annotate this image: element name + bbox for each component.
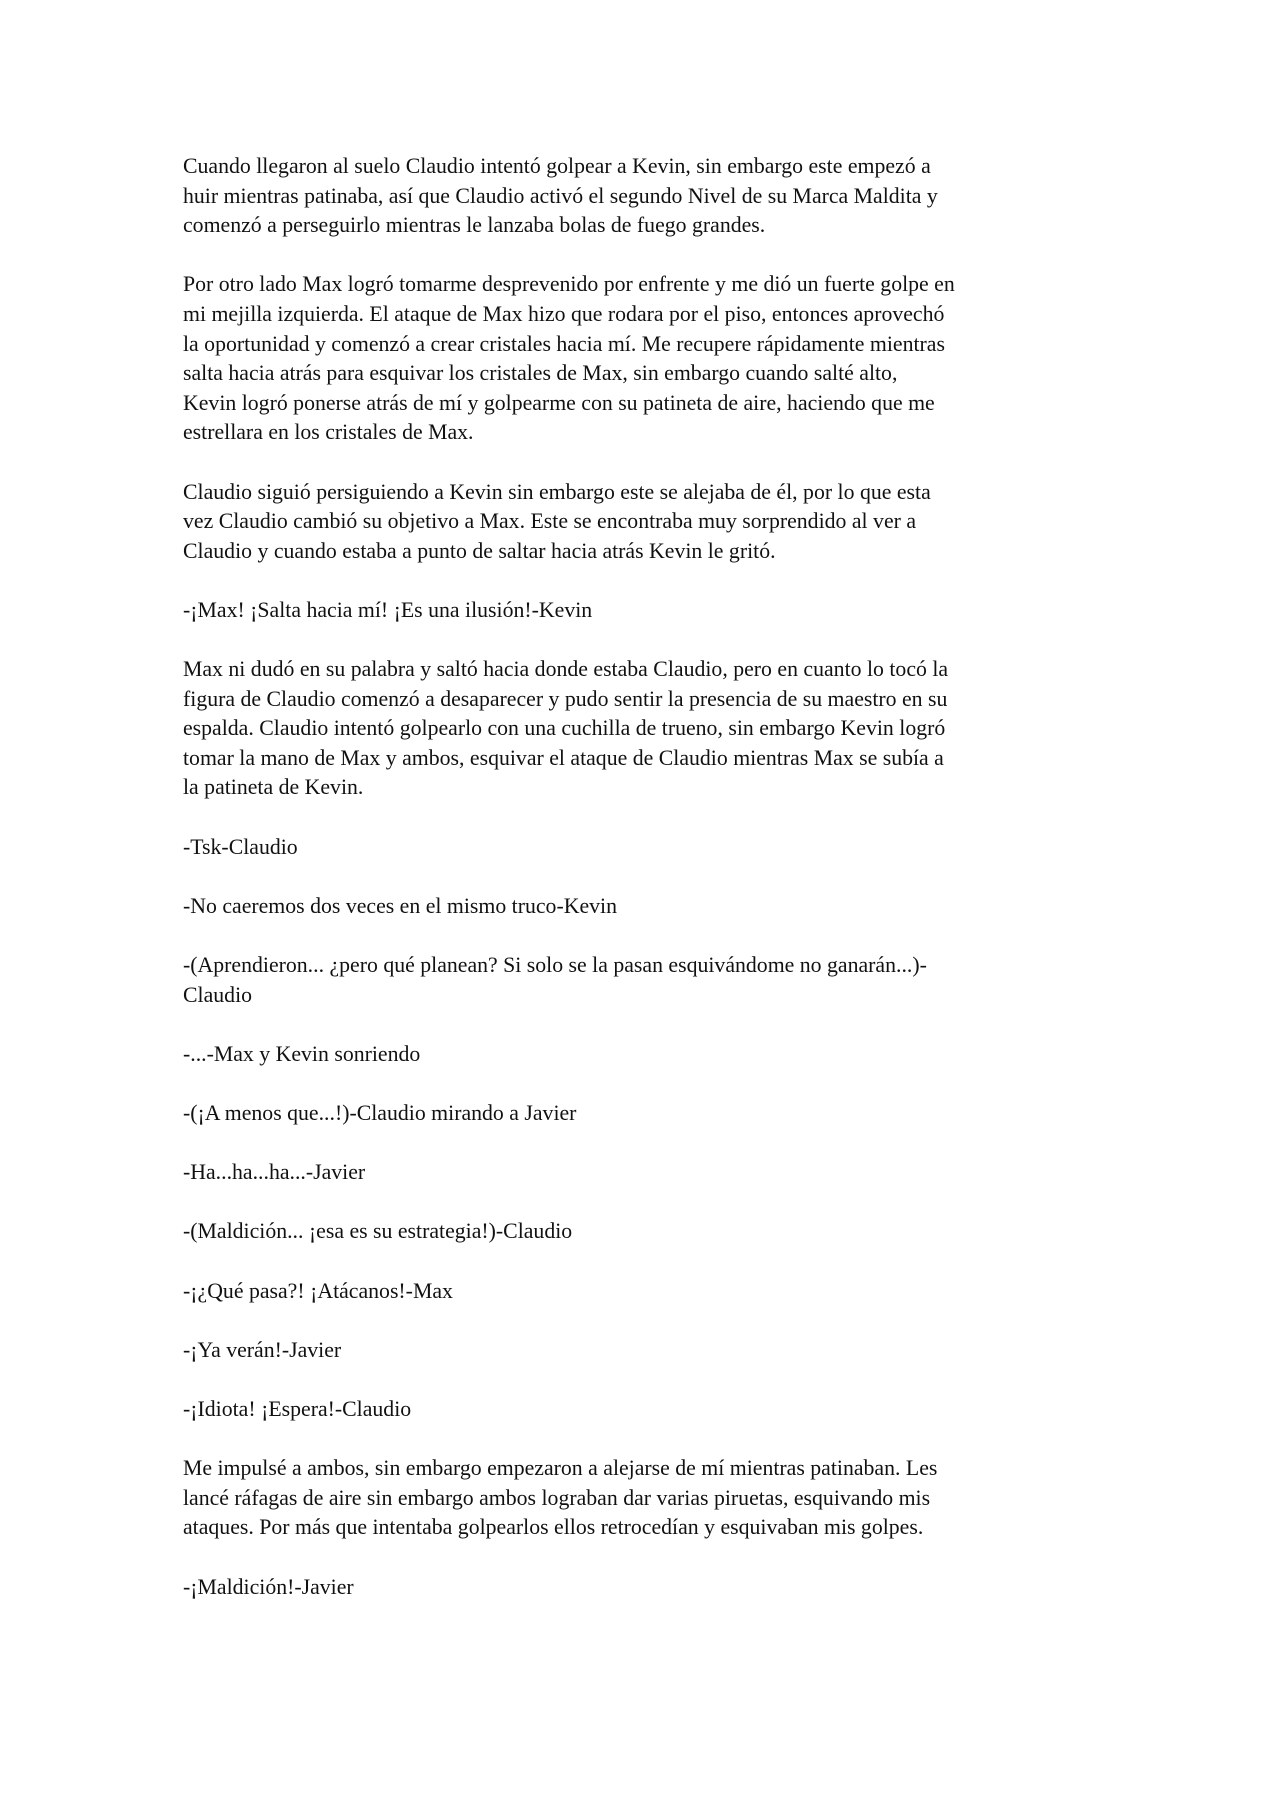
dialogue-line: -¡¿Qué pasa?! ¡Atácanos!-Max	[183, 1278, 453, 1303]
text-line: Max ni dudó en su palabra y saltó hacia donde estaba Claudio, pero en cuanto lo tocó la	[183, 657, 949, 682]
paragraph-dialogue	[183, 1395, 1143, 1425]
paragraph-dialogue	[183, 1217, 1143, 1247]
paragraph-dialogue	[183, 1336, 1143, 1366]
text-line: mi mejilla izquierda. El ataque de Max hizo que rodara por el piso, entonces aprovechó	[183, 301, 945, 326]
text-line: ataques. Por más que intentaba golpearlos ellos retrocedían y esquivaban mis golpes.	[183, 1515, 924, 1540]
dialogue-line: -No caeremos dos veces en el mismo truco-Kevin	[183, 893, 617, 918]
paragraph-dialogue	[183, 1573, 1143, 1603]
text-line: la oportunidad y comenzó a crear cristales hacia mí. Me recupere rápidamente mientras	[183, 331, 945, 356]
paragraph-dialogue	[183, 1158, 1143, 1188]
text-line: estrellara en los cristales de Max.	[183, 420, 474, 445]
dialogue-line: -Tsk-Claudio	[183, 834, 298, 859]
text-line: tomar la mano de Max y ambos, esquivar el ataque de Claudio mientras Max se subía a	[183, 745, 944, 770]
text-line: Kevin logró ponerse atrás de mí y golpearme con su patineta de aire, haciendo que me	[183, 390, 935, 415]
text-line: la patineta de Kevin.	[183, 775, 364, 800]
paragraph-narration	[183, 655, 1143, 803]
paragraph-dialogue	[183, 833, 1143, 863]
paragraph-narration	[183, 270, 1143, 448]
dialogue-line: -Ha...ha...ha...-Javier	[183, 1160, 366, 1185]
paragraph-narration	[183, 478, 1143, 567]
dialogue-line: -¡Maldición!-Javier	[183, 1574, 354, 1599]
text-line: Claudio siguió persiguiendo a Kevin sin embargo este se alejaba de él, por lo que esta	[183, 479, 931, 504]
document-text-body	[183, 152, 1143, 1632]
text-line: Claudio y cuando estaba a punto de saltar hacia atrás Kevin le gritó.	[183, 538, 776, 563]
paragraph-dialogue	[183, 1277, 1143, 1307]
paragraph-dialogue	[183, 1099, 1143, 1129]
text-line: Me impulsé a ambos, sin embargo empezaron a alejarse de mí mientras patinaban. Les	[183, 1456, 938, 1481]
dialogue-line: -¡Ya verán!-Javier	[183, 1337, 342, 1362]
paragraph-dialogue	[183, 596, 1143, 626]
text-line: Por otro lado Max logró tomarme desprevenido por enfrente y me dió un fuerte golpe en	[183, 272, 955, 297]
dialogue-line: -¡Max! ¡Salta hacia mí! ¡Es una ilusión!-Kevin	[183, 597, 593, 622]
text-line: vez Claudio cambió su objetivo a Max. Este se encontraba muy sorprendido al ver a	[183, 509, 917, 534]
text-line: Cuando llegaron al suelo Claudio intentó golpear a Kevin, sin embargo este empezó a	[183, 154, 931, 178]
text-line: huir mientras patinaba, así que Claudio activó el segundo Nivel de su Marca Maldita y	[183, 183, 938, 208]
text-line: salta hacia atrás para esquivar los cristales de Max, sin embargo cuando salté alto,	[183, 361, 898, 386]
dialogue-line: -...-Max y Kevin sonriendo	[183, 1041, 421, 1066]
dialogue-line: -(¡A menos que...!)-Claudio mirando a Javier	[183, 1101, 577, 1125]
text-line: figura de Claudio comenzó a desaparecer y pudo sentir la presencia de su maestro en su	[183, 686, 948, 711]
dialogue-line: -¡Idiota! ¡Espera!-Claudio	[183, 1396, 412, 1421]
dialogue-line: -(Maldición... ¡esa es su estrategia!)-Claudio	[183, 1219, 573, 1244]
paragraph-dialogue	[183, 892, 1143, 922]
dialogue-line: -(Aprendieron... ¿pero qué planean? Si solo se la pasan esquivándome no ganarán...)-	[183, 953, 927, 978]
dialogue-line: Claudio	[183, 982, 253, 1007]
paragraph-dialogue	[183, 1040, 1143, 1070]
paragraph-dialogue	[183, 951, 1143, 1010]
text-line: espalda. Claudio intentó golpearlo con una cuchilla de trueno, sin embargo Kevin logró	[183, 716, 946, 741]
paragraph-narration	[183, 152, 1143, 241]
text-line: lancé ráfagas de aire sin embargo ambos lograban dar varias piruetas, esquivando mis	[183, 1485, 931, 1510]
text-line: comenzó a perseguirlo mientras le lanzaba bolas de fuego grandes.	[183, 213, 766, 238]
paragraph-narration	[183, 1454, 1143, 1543]
